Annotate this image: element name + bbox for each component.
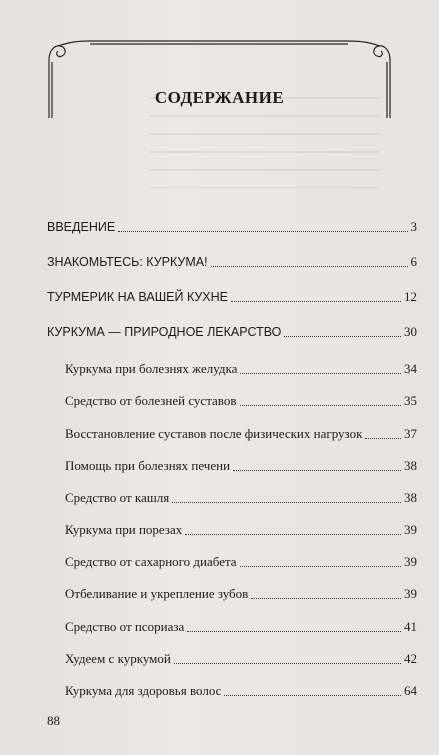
dot-leader: [211, 266, 408, 267]
toc-entry-label: Куркума при болезнях желудка: [65, 361, 238, 376]
toc-entry-page: 41: [404, 619, 417, 634]
toc-entry-page: 39: [404, 554, 417, 569]
toc-entry-label: Средство от кашля: [65, 490, 170, 505]
toc-entry-page: 37: [404, 426, 417, 441]
toc-entry-page: 30: [404, 324, 417, 339]
dot-leader: [240, 405, 402, 406]
dot-leader: [172, 502, 401, 503]
dot-leader: [224, 695, 401, 696]
toc-entry[interactable]: [47, 322, 417, 342]
toc-subentry[interactable]: [65, 681, 417, 701]
toc-entry-label: Помощь при болезнях печени: [65, 458, 231, 473]
toc-entry-page: 12: [404, 289, 417, 304]
toc-subentry[interactable]: [65, 456, 417, 476]
dot-leader: [185, 534, 401, 535]
toc-subentry[interactable]: [65, 391, 417, 411]
toc-subentry[interactable]: [65, 520, 417, 540]
toc-subentry[interactable]: [65, 552, 417, 572]
toc-entry-page: 35: [404, 393, 417, 408]
dot-leader: [365, 438, 401, 439]
dot-leader: [251, 598, 401, 599]
toc-entry[interactable]: [47, 217, 417, 237]
toc-entry[interactable]: [47, 287, 417, 307]
toc-subentry[interactable]: [65, 359, 417, 379]
toc-entry-page: 6: [410, 254, 417, 269]
toc-subentry[interactable]: [65, 617, 417, 637]
toc-subentry[interactable]: [65, 424, 417, 444]
toc-subentry[interactable]: [65, 584, 417, 604]
page-number: 88: [47, 713, 60, 728]
toc-entry-label: Средство от сахарного диабета: [65, 554, 237, 569]
toc-entry-label: Средство от псориаза: [65, 619, 185, 634]
dot-leader: [187, 631, 401, 632]
toc-entry-page: 42: [404, 651, 417, 666]
dot-leader: [118, 231, 407, 232]
toc-entry-page: 64: [404, 683, 417, 698]
toc-entry-label: ТУРМЕРИК НА ВАШЕЙ КУХНЕ: [47, 290, 229, 304]
toc-entry-page: 38: [404, 458, 417, 473]
dot-leader: [240, 373, 401, 374]
toc-entry-label: КУРКУМА — ПРИРОДНОЕ ЛЕКАРСТВО: [47, 325, 282, 339]
dot-leader: [233, 470, 401, 471]
dot-leader: [231, 301, 401, 302]
toc-entry-label: ЗНАКОМЬТЕСЬ: КУРКУМА!: [47, 255, 208, 269]
toc-entry-page: 39: [404, 586, 417, 601]
toc-entry-label: Куркума при порезах: [65, 522, 183, 537]
dot-leader: [284, 336, 401, 337]
page-title: СОДЕРЖАНИЕ: [154, 88, 285, 107]
toc-entry-label: Восстановление суставов после физических нагрузок: [65, 426, 363, 441]
toc-entry-label: Отбеливание и укрепление зубов: [65, 586, 249, 601]
dot-leader: [240, 566, 401, 567]
toc-entry-label: Худеем с куркумой: [65, 651, 171, 666]
toc-entry-label: Куркума для здоровья волос: [65, 683, 222, 698]
toc-entry[interactable]: [47, 252, 417, 272]
toc-subentry[interactable]: [65, 649, 417, 669]
toc-entry-page: 38: [404, 490, 417, 505]
dot-leader: [174, 663, 401, 664]
toc-entry-page: 34: [404, 361, 417, 376]
toc-subentry[interactable]: [65, 488, 417, 508]
toc-entry-label: ВВЕДЕНИЕ: [47, 220, 116, 234]
toc-entry-page: 3: [410, 219, 417, 234]
toc-entry-label: Средство от болезней суставов: [65, 393, 237, 408]
toc-entry-page: 39: [404, 522, 417, 537]
